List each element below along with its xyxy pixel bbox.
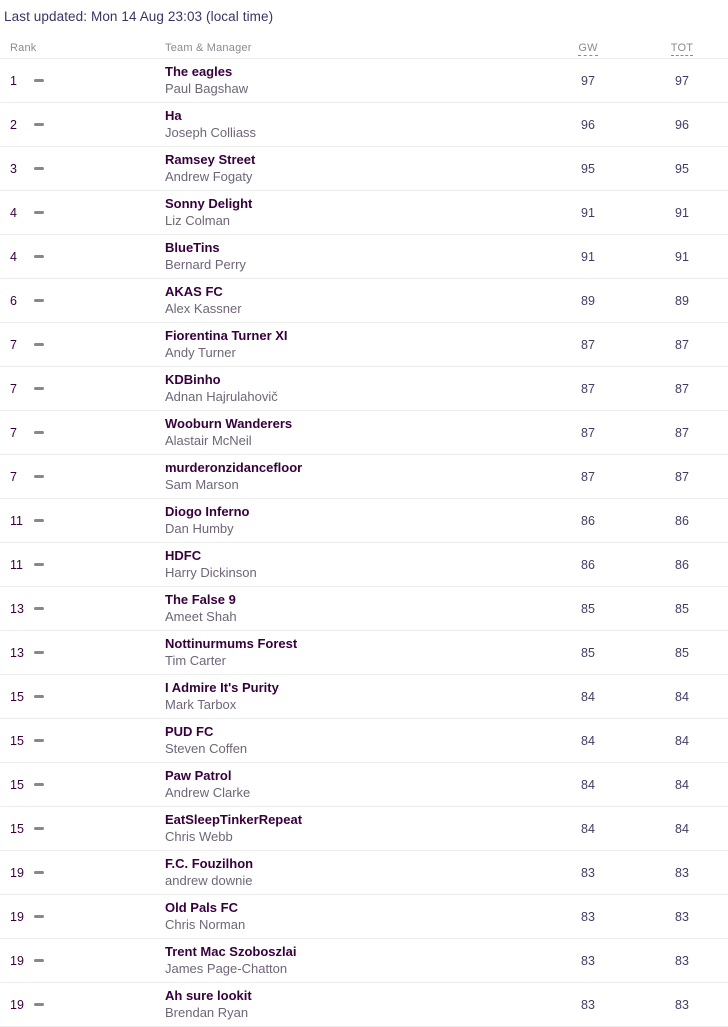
team-name[interactable]: I Admire It's Purity [165, 679, 279, 695]
rank-value: 19 [10, 997, 24, 1012]
manager-name: Paul Bagshaw [165, 80, 249, 96]
manager-name: Andy Turner [165, 344, 236, 360]
manager-name: Joseph Colliass [165, 124, 257, 140]
manager-name: Dan Humby [165, 520, 234, 536]
tot-points: 87 [675, 425, 689, 440]
tot-points: 84 [675, 733, 689, 748]
gw-points: 97 [581, 73, 595, 88]
team-name[interactable]: Ramsey Street [165, 151, 256, 167]
rank-value: 7 [10, 337, 17, 352]
table-row[interactable] [0, 807, 728, 851]
team-name[interactable]: Ha [165, 107, 182, 123]
movement-same-icon [34, 915, 44, 918]
manager-name: Adnan Hajrulahovič [165, 388, 278, 404]
team-name[interactable]: The eagles [165, 63, 233, 79]
gw-points: 87 [581, 381, 595, 396]
rank-value: 15 [10, 733, 24, 748]
movement-same-icon [34, 959, 44, 962]
header-gw: GW [578, 42, 598, 54]
manager-name: Alex Kassner [165, 300, 242, 316]
table-row[interactable] [0, 587, 728, 631]
team-name[interactable]: Nottinurmums Forest [165, 635, 298, 651]
movement-same-icon [34, 519, 44, 522]
table-row[interactable] [0, 939, 728, 983]
gw-points: 89 [581, 293, 595, 308]
gw-points: 84 [581, 821, 595, 836]
table-row[interactable] [0, 455, 728, 499]
rank-value: 6 [10, 293, 17, 308]
gw-points: 83 [581, 953, 595, 968]
rank-value: 7 [10, 381, 17, 396]
movement-same-icon [34, 563, 44, 566]
gw-points: 91 [581, 249, 595, 264]
rank-value: 11 [10, 513, 23, 528]
tot-points: 83 [675, 997, 689, 1012]
tot-points: 87 [675, 337, 689, 352]
team-name[interactable]: Trent Mac Szoboszlai [165, 943, 297, 959]
table-row[interactable] [0, 323, 728, 367]
gw-points: 87 [581, 425, 595, 440]
manager-name: Tim Carter [165, 652, 226, 668]
movement-same-icon [34, 211, 44, 214]
manager-name: Alastair McNeil [165, 432, 252, 448]
gw-points: 86 [581, 557, 595, 572]
team-name[interactable]: F.C. Fouzilhon [165, 855, 254, 871]
table-row[interactable] [0, 103, 728, 147]
tot-points: 84 [675, 777, 689, 792]
team-name[interactable]: KDBinho [165, 371, 221, 387]
team-name[interactable]: HDFC [165, 547, 202, 563]
table-row[interactable] [0, 235, 728, 279]
tot-points: 91 [675, 249, 689, 264]
team-name[interactable]: The False 9 [165, 591, 236, 607]
movement-same-icon [34, 651, 44, 654]
gw-points: 83 [581, 909, 595, 924]
tot-points: 97 [675, 73, 689, 88]
rank-value: 13 [10, 645, 24, 660]
table-row[interactable] [0, 59, 728, 103]
rank-value: 2 [10, 117, 17, 132]
gw-points: 85 [581, 645, 595, 660]
tot-points: 83 [675, 865, 689, 880]
manager-name: Brendan Ryan [165, 1004, 249, 1020]
table-row[interactable] [0, 367, 728, 411]
rank-value: 7 [10, 425, 17, 440]
movement-same-icon [34, 79, 44, 82]
movement-same-icon [34, 607, 44, 610]
tot-points: 85 [675, 645, 689, 660]
tot-points: 84 [675, 689, 689, 704]
gw-points: 84 [581, 733, 595, 748]
team-name[interactable]: BlueTins [165, 239, 220, 255]
table-row[interactable] [0, 631, 728, 675]
team-name[interactable]: murderonzidancefloor [165, 459, 303, 475]
rank-value: 1 [10, 73, 17, 88]
table-row[interactable] [0, 147, 728, 191]
table-body [0, 59, 728, 1027]
tot-points: 86 [675, 513, 689, 528]
table-row[interactable] [0, 675, 728, 719]
table-row[interactable] [0, 983, 728, 1027]
rank-value: 4 [10, 249, 17, 264]
manager-name: Liz Colman [165, 212, 231, 228]
rank-value: 15 [10, 689, 24, 704]
header-tot: TOT [670, 42, 694, 54]
manager-name: Ameet Shah [165, 608, 237, 624]
league-standings-table [0, 33, 728, 1027]
table-row[interactable] [0, 191, 728, 235]
movement-same-icon [34, 783, 44, 786]
team-name[interactable]: PUD FC [165, 723, 214, 739]
rank-value: 19 [10, 953, 24, 968]
manager-name: James Page-Chatton [165, 960, 288, 976]
manager-name: Bernard Perry [165, 256, 246, 272]
rank-value: 15 [10, 777, 24, 792]
last-updated-text: Last updated: Mon 14 Aug 23:03 (local time) [4, 9, 274, 24]
movement-same-icon [34, 343, 44, 346]
movement-same-icon [34, 739, 44, 742]
team-name[interactable]: Diogo Inferno [165, 503, 250, 519]
manager-name: Chris Webb [165, 828, 233, 844]
table-row[interactable] [0, 279, 728, 323]
movement-same-icon [34, 387, 44, 390]
team-name[interactable]: Wooburn Wanderers [165, 415, 293, 431]
manager-name: Steven Coffen [165, 740, 248, 756]
tot-points: 86 [675, 557, 689, 572]
tot-points: 96 [675, 117, 689, 132]
rank-value: 19 [10, 865, 24, 880]
tot-points: 89 [675, 293, 689, 308]
team-name[interactable]: Ah sure lookit [165, 987, 252, 1003]
rank-value: 3 [10, 161, 17, 176]
rank-value: 11 [10, 557, 23, 572]
gw-points: 84 [581, 777, 595, 792]
movement-same-icon [34, 695, 44, 698]
gw-points: 96 [581, 117, 595, 132]
tot-points: 91 [675, 205, 689, 220]
table-row[interactable] [0, 719, 728, 763]
movement-same-icon [34, 255, 44, 258]
header-team-manager: Team & Manager [165, 42, 252, 54]
movement-same-icon [34, 167, 44, 170]
header-rank: Rank [10, 42, 37, 54]
tot-points: 83 [675, 953, 689, 968]
manager-name: andrew downie [165, 872, 253, 888]
rank-value: 19 [10, 909, 24, 924]
gw-points: 83 [581, 997, 595, 1012]
movement-same-icon [34, 871, 44, 874]
table-row[interactable] [0, 411, 728, 455]
rank-value: 13 [10, 601, 24, 616]
team-name[interactable]: Fiorentina Turner XI [165, 327, 288, 343]
manager-name: Andrew Fogaty [165, 168, 253, 184]
gw-points: 83 [581, 865, 595, 880]
gw-points: 85 [581, 601, 595, 616]
table-row[interactable] [0, 895, 728, 939]
tot-points: 95 [675, 161, 689, 176]
manager-name: Mark Tarbox [165, 696, 237, 712]
table-row[interactable] [0, 851, 728, 895]
team-name[interactable]: EatSleepTinkerRepeat [165, 811, 303, 827]
manager-name: Andrew Clarke [165, 784, 251, 800]
table-row[interactable] [0, 763, 728, 807]
tot-points: 87 [675, 381, 689, 396]
gw-points: 95 [581, 161, 595, 176]
gw-points: 87 [581, 469, 595, 484]
rank-value: 7 [10, 469, 17, 484]
table-row[interactable] [0, 543, 728, 587]
manager-name: Chris Norman [165, 916, 246, 932]
team-name[interactable]: AKAS FC [165, 283, 223, 299]
gw-points: 84 [581, 689, 595, 704]
team-name[interactable]: Old Pals FC [165, 899, 238, 915]
gw-points: 91 [581, 205, 595, 220]
rank-value: 15 [10, 821, 24, 836]
manager-name: Harry Dickinson [165, 564, 257, 580]
table-row[interactable] [0, 499, 728, 543]
tot-points: 83 [675, 909, 689, 924]
movement-same-icon [34, 431, 44, 434]
movement-same-icon [34, 827, 44, 830]
movement-same-icon [34, 299, 44, 302]
team-name[interactable]: Paw Patrol [165, 767, 232, 783]
gw-points: 86 [581, 513, 595, 528]
movement-same-icon [34, 475, 44, 478]
manager-name: Sam Marson [165, 476, 239, 492]
tot-points: 85 [675, 601, 689, 616]
team-name[interactable]: Sonny Delight [165, 195, 253, 211]
table-header-row [0, 33, 728, 59]
movement-same-icon [34, 123, 44, 126]
gw-points: 87 [581, 337, 595, 352]
movement-same-icon [34, 1003, 44, 1006]
tot-points: 84 [675, 821, 689, 836]
rank-value: 4 [10, 205, 17, 220]
tot-points: 87 [675, 469, 689, 484]
